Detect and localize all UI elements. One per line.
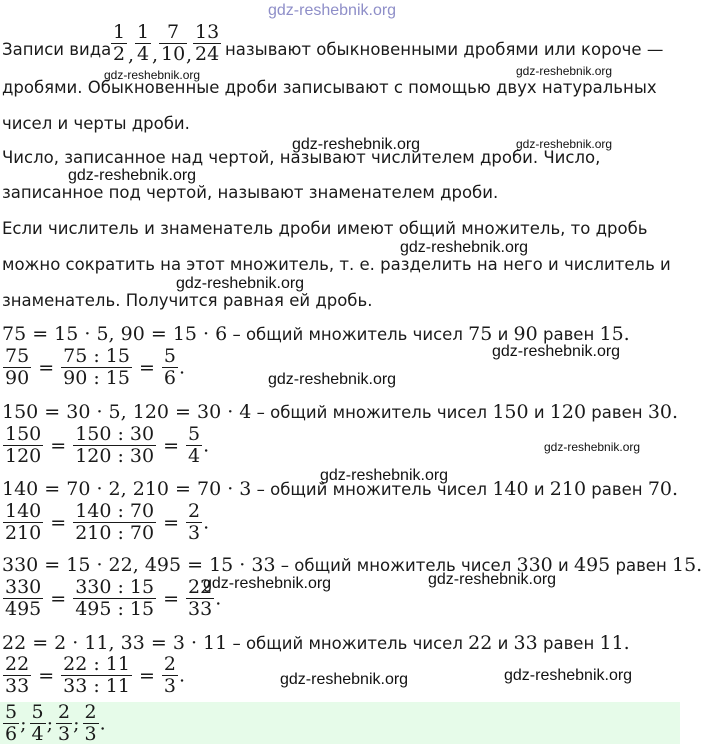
intro-line-1 [2, 40, 111, 60]
intro-prefix: Записи вида [2, 40, 112, 59]
watermark[interactable]: gdz-reshebnik.org [400, 239, 529, 256]
answer-fractions: $\frac{5}{6}$ ; $\frac{5}{4}$ ; $\frac{2}{3}$ ; $\frac{2}{3}$ . [5, 701, 106, 745]
watermark[interactable]: gdz-reshebnik.org [516, 137, 613, 151]
watermark[interactable]: gdz-reshebnik.org [492, 343, 621, 360]
watermark[interactable]: gdz-reshebnik.org [176, 275, 305, 292]
watermark[interactable]: gdz-reshebnik.org [280, 671, 409, 688]
example-factor-line: 330 = 15 · 22, 495 = 15 · 33 – общий множитель чисел 330 и 495 равен 15. [2, 554, 702, 576]
intro-line-5: записанное под чертой, называют знаменателем дроби. [2, 183, 499, 202]
watermark[interactable]: gdz-reshebnik.org [544, 440, 641, 454]
watermark[interactable]: gdz-reshebnik.org [516, 64, 613, 78]
watermark[interactable]: gdz-reshebnik.org [504, 667, 633, 684]
example-reduction: $\frac{140}{210}$ = $\frac{140 : 70}{210 : 70}$ = $\frac{2}{3}$ . [5, 500, 210, 544]
example-reduction: $\frac{330}{495}$ = $\frac{330 : 15}{495 : 15}$ = $\frac{22}{33}$ . [5, 576, 222, 620]
watermark[interactable]: gdz-reshebnik.org [292, 136, 421, 153]
intro-fraction: $\frac{1}{4}$ [137, 21, 150, 65]
intro-line-6: Если числитель и знаменатель дроби имеют общий множитель, то дробь [2, 219, 648, 238]
intro-fraction: $\frac{7}{10}$ [161, 21, 186, 65]
example-factor-line: 22 = 2 · 11, 33 = 3 · 11 – общий множитель чисел 22 и 33 равен 11. [2, 632, 630, 654]
example-reduction: $\frac{75}{90}$ = $\frac{75 : 15}{90 : 15}$ = $\frac{5}{6}$ . [5, 345, 186, 389]
example-factor-line: 150 = 30 · 5, 120 = 30 · 4 – общий множитель чисел 150 и 120 равен 30. [2, 401, 679, 423]
intro-line-7: можно сократить на этот множитель, т. е. разделить на него и числитель и [2, 255, 671, 274]
intro-line-2: дробями. Обыкновенные дроби записывают с помощью двух натуральных [2, 78, 657, 97]
intro-line-4: Число, записанное над чертой, называют числителем дроби. Число, [2, 148, 601, 167]
answer-block [0, 702, 680, 744]
intro-fraction: $\frac{1}{2}$ [113, 21, 126, 65]
watermark[interactable]: gdz-reshebnik.org [68, 167, 197, 184]
top-watermark[interactable]: gdz-reshebnik.org [268, 2, 397, 19]
watermark[interactable]: gdz-reshebnik.org [268, 371, 397, 388]
intro-line-3: чисел и черты дроби. [2, 114, 190, 133]
intro-fraction: $\frac{13}{24}$ [195, 21, 220, 65]
example-reduction: $\frac{22}{33}$ = $\frac{22 : 11}{33 : 11}$ = $\frac{2}{3}$ . [5, 653, 186, 697]
watermark[interactable]: gdz-reshebnik.org [203, 575, 332, 592]
watermark[interactable]: gdz-reshebnik.org [320, 467, 449, 484]
watermark[interactable]: gdz-reshebnik.org [104, 68, 201, 82]
example-factor-line: 140 = 70 · 2, 210 = 70 · 3 – общий множитель чисел 140 и 210 равен 70. [2, 478, 679, 500]
intro-suffix: называют обыкновенными дробями или короче — [225, 40, 664, 59]
example-reduction: $\frac{150}{120}$ = $\frac{150 : 30}{120 : 30}$ = $\frac{5}{4}$ . [5, 423, 210, 467]
intro-line-8: знаменатель. Получится равная ей дробь. [2, 291, 373, 310]
example-factor-line: 75 = 15 · 5, 90 = 15 · 6 – общий множитель чисел 75 и 90 равен 15. [2, 323, 630, 345]
watermark[interactable]: gdz-reshebnik.org [428, 571, 557, 588]
document-page: gdz-reshebnik.org Записи вида $\frac{1}{2}$ , $\frac{1}{4}$ , $\frac{7}{10}$ , $\frac{13}{24}$ называют обыкновенными дробями или короче — дробями. Обыкновенные дроби записывают с помощью двух натуральных чисел и черты дроби. Число, записанное над чертой, называют числителем дроби. Число, записанное под чертой, называют знаменателем дроби. Если числитель и знаменатель дроби имеют общий множитель, то дробь можно сократить на этот множитель, т. е. разделить на него и числитель и знаменатель. Получится равная ей дробь. 75 = 15 · 5, 90 = 15 · 6 – общий множитель чисел 75 и 90 равен 15. $\frac{75}{90}$ = $\frac{75 : 15}{90 : 15}$ = $\frac{5}{6}$ . 150 = 30 · 5, 120 = 30 · 4 – общий множитель чисел 150 и 120 равен 30. $\frac{150}{120}$ = $\frac{150 : 30}{120 : 30}$ = $\frac{5}{4}$ . 140 = 70 · 2, 210 = 70 · 3 – общий множитель чисел 140 и 210 равен 70. $\frac{140}{210}$ = $\frac{140 : 70}{210 : 70}$ = $\frac{2}{3}$ . 330 = 15 · 22, 495 = 15 · 33 – общий множитель чисел 330 и 495 равен 15. $\frac{330}{495}$ = $\frac{330 : 15}{495 : 15}$ = $\frac{22}{33}$ . 22 = 2 · 11, 33 = 3 · 11 – общий множитель чисел 22 и 33 равен 11. $\frac{22}{33}$ = $\frac{22 : 11}{33 : 11}$ = $\frac{2}{3}$ . $\frac{5}{6}$ ; $\frac{5}{4}$ ; $\frac{2}{3}$ ; $\frac{2}{3}$ . gdz-reshebnik.org gdz-reshebnik.org gdz-reshebnik.org gdz-reshebnik.org gdz-reshebnik.org gdz-reshebnik.org gdz-reshebnik.org gdz-reshebnik.org gdz-reshebnik.org gdz-reshebnik.org gdz-reshebnik.org gdz-reshebnik.org gdz-reshebnik.org gdz-reshebnik.org gdz-reshebnik.org [2, 2, 702, 745]
